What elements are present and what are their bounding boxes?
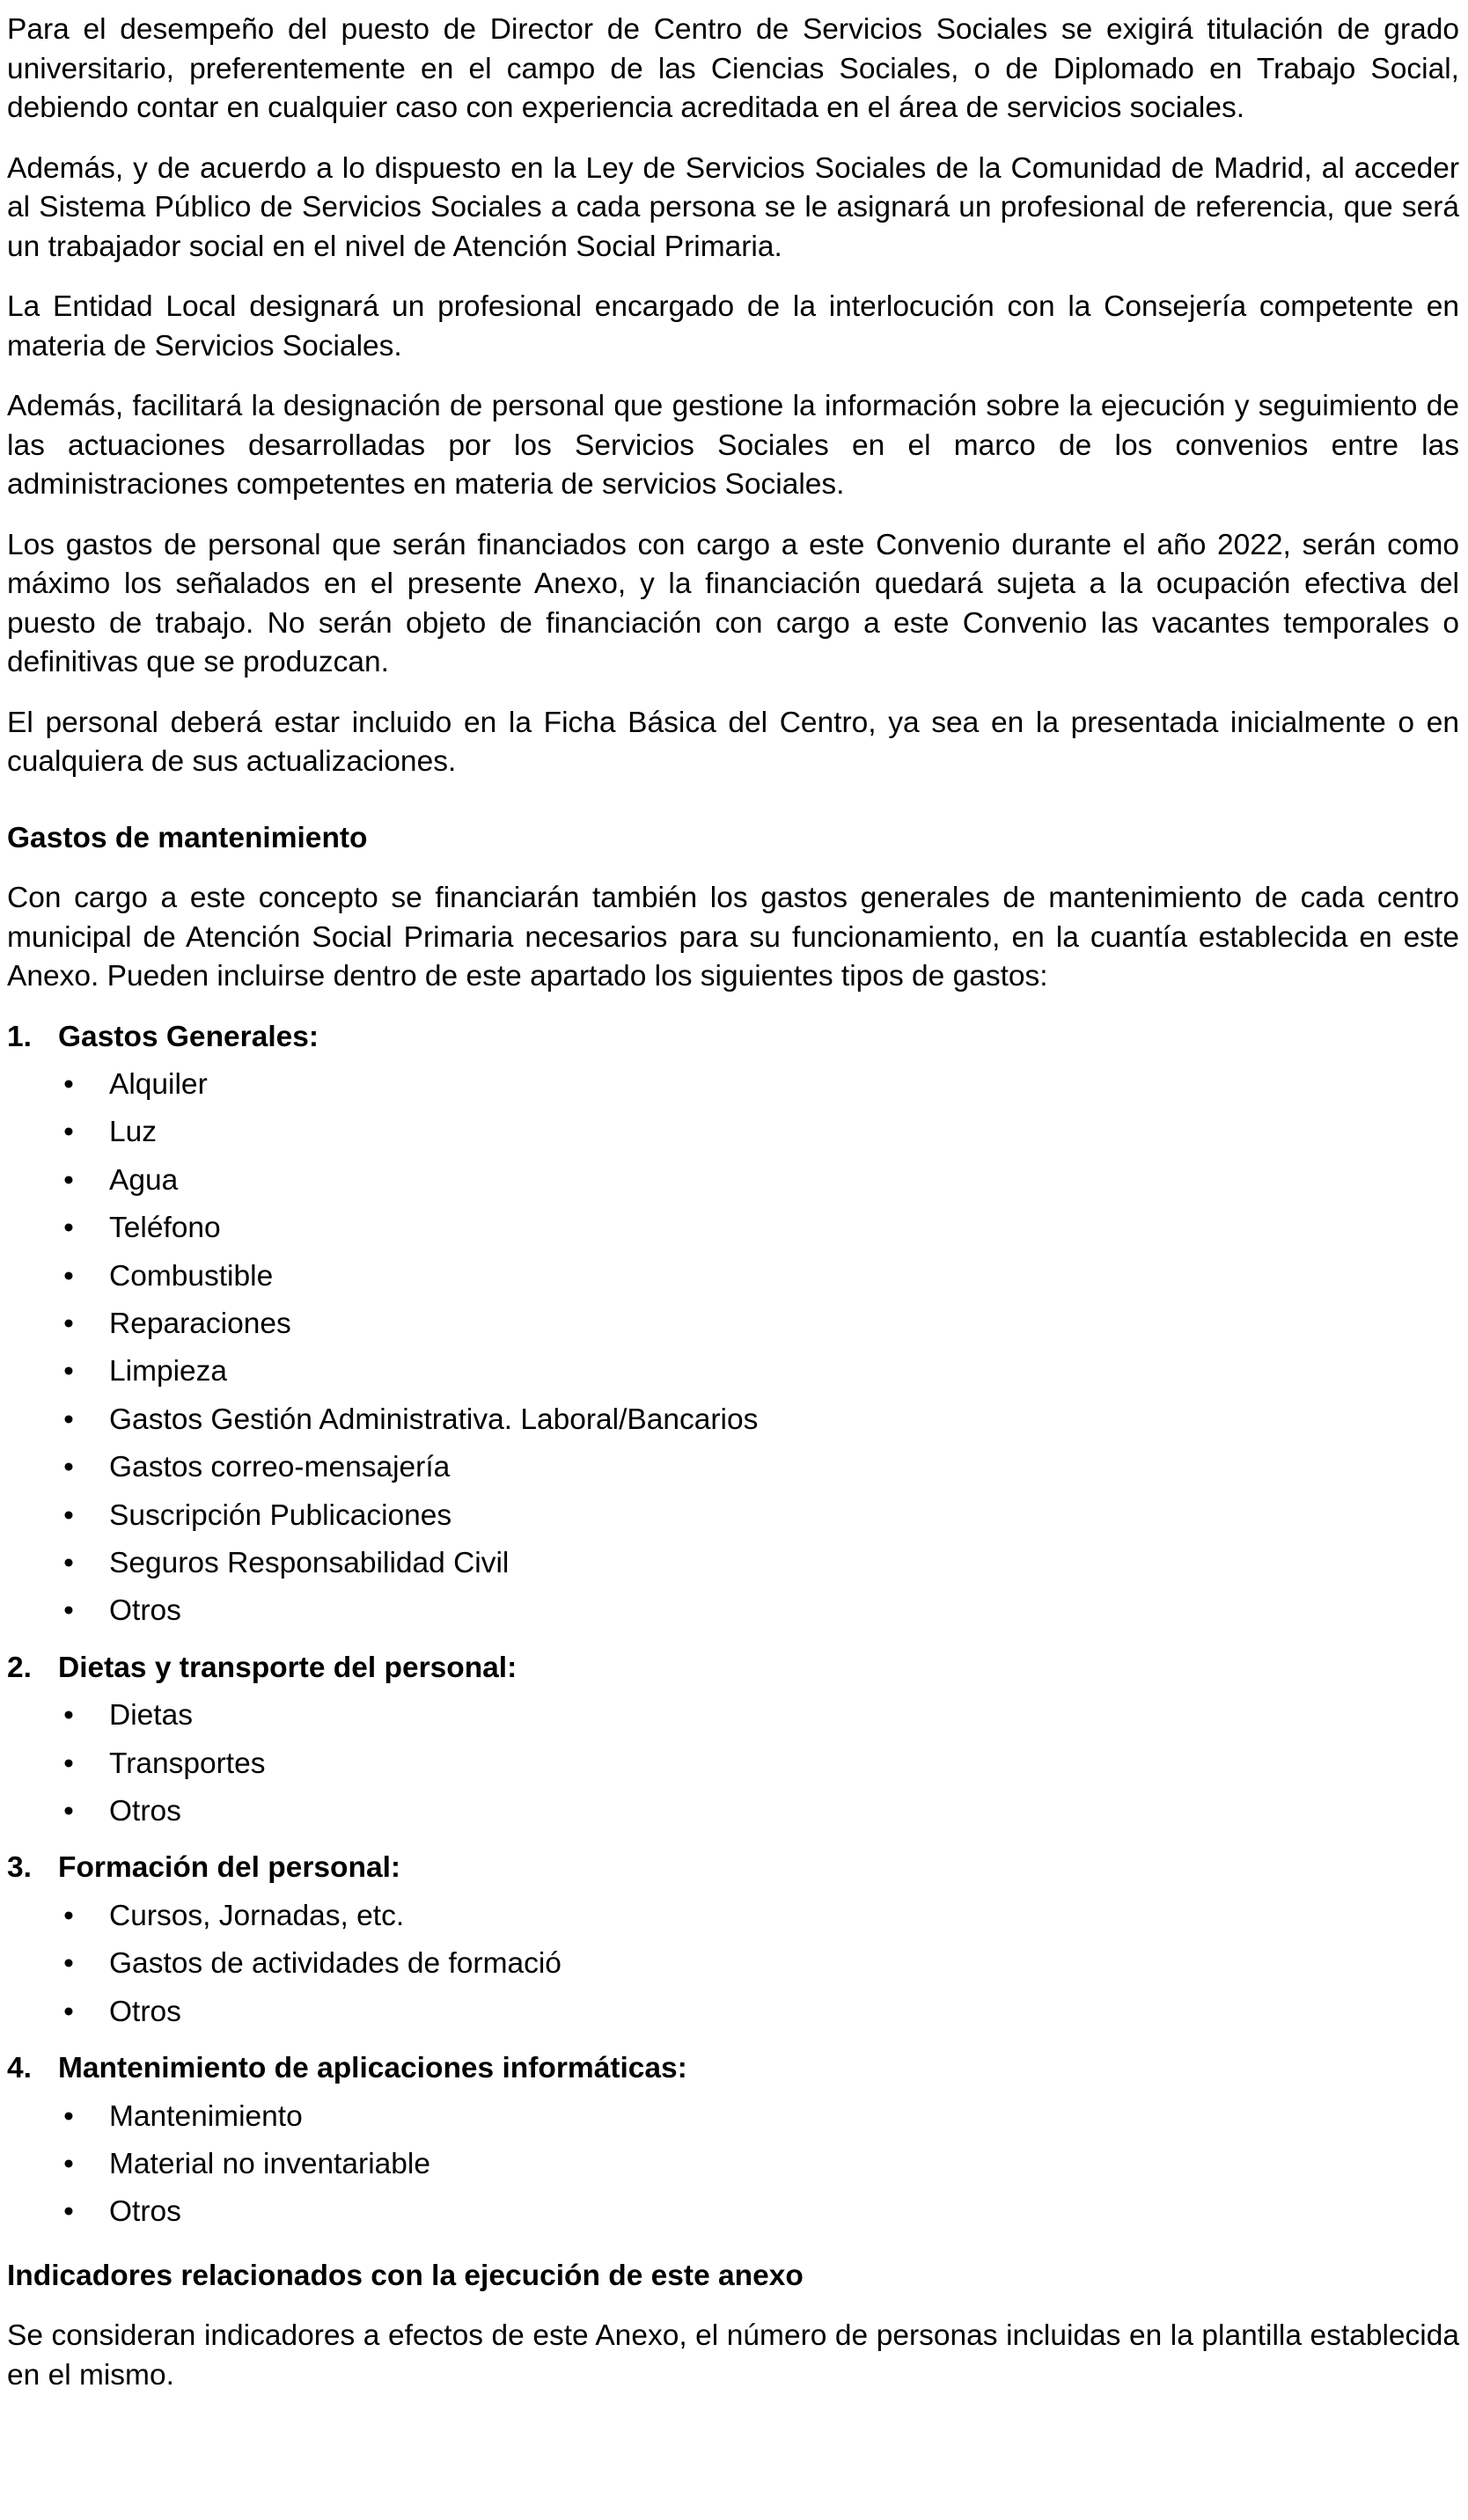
bullet-icon: • (63, 2099, 74, 2133)
expense-category-label: Formación del personal: (58, 1851, 401, 1885)
bullet-icon: • (63, 1116, 74, 1149)
bullet-icon: • (63, 1259, 74, 1293)
expense-items-list (7, 1696, 1459, 1840)
list-item (7, 1161, 1459, 1209)
bullet-icon: • (63, 1546, 74, 1579)
list-item (7, 2193, 1459, 2240)
paragraph-director-requirements: Para el desempeño del puesto de Director de Centro de Servicios Sociales se exigirá titulación de grado universitario, preferentemente en el campo de las Ciencias Sociales, o de Diplomado en Trabajo Social, debiendo contar en cualquier caso con experiencia acreditada en el área de servicios sociales. (7, 13, 1459, 124)
list-item-text: Reparaciones (109, 1307, 291, 1340)
bullet-icon: • (63, 2147, 74, 2180)
expense-items-list (7, 1066, 1459, 1640)
list-item (7, 1592, 1459, 1639)
bullet-icon: • (63, 1212, 74, 1245)
bullet-icon: • (63, 1498, 74, 1532)
paragraph-local-entity-contact: La Entidad Local designará un profesional encargado de la interlocución con la Consejería competente en materia de Servicios Sociales. (7, 290, 1459, 363)
list-item-text: Seguros Responsabilidad Civil (109, 1546, 510, 1579)
list-item (7, 2145, 1459, 2193)
list-item-text: Luz (109, 1116, 158, 1149)
list-item-text: Alquiler (109, 1068, 208, 1101)
list-item (7, 1448, 1459, 1496)
expense-category-number: 1. (7, 1020, 32, 1053)
expense-category-label: Mantenimiento de aplicaciones informáticas: (58, 2052, 687, 2085)
bullet-icon: • (63, 1163, 74, 1197)
expense-category-number: 3. (7, 1851, 32, 1885)
paragraph-indicators: Se consideran indicadores a efectos de este Anexo, el número de personas incluidas en la plantilla establecida en el mismo. (7, 2319, 1459, 2392)
expense-items-list (7, 1897, 1459, 2040)
heading-maintenance-costs: Gastos de mantenimiento (7, 821, 368, 854)
bullet-icon: • (63, 1794, 74, 1828)
bullet-icon: • (63, 1403, 74, 1436)
expense-category-label: Gastos Generales: (58, 1020, 319, 1053)
expense-category-title (7, 1018, 1459, 1058)
paragraph-basic-sheet: El personal deberá estar incluido en la Ficha Básica del Centro, ya sea en la presentada inicialmente o en cualquiera de sus actualizaciones. (7, 706, 1459, 778)
list-item-text: Otros (109, 1794, 181, 1828)
list-item-text: Agua (109, 1163, 179, 1197)
list-item-text: Dietas (109, 1699, 193, 1732)
expense-items-list (7, 2098, 1459, 2241)
bullet-icon: • (63, 1947, 74, 1981)
expense-category (7, 1018, 1459, 1640)
list-item-text: Otros (109, 2195, 181, 2229)
bullet-icon: • (63, 1451, 74, 1484)
bullet-icon: • (63, 1355, 74, 1388)
list-item-text: Limpieza (109, 1355, 228, 1388)
list-item-text: Otros (109, 1995, 181, 2028)
list-item (7, 1897, 1459, 1945)
list-item-text: Otros (109, 1594, 181, 1628)
list-item-text: Gastos correo-mensajería (109, 1451, 451, 1484)
list-item-text: Combustible (109, 1259, 274, 1293)
list-item (7, 1544, 1459, 1592)
list-item-text: Mantenimiento (109, 2099, 303, 2133)
list-item (7, 1066, 1459, 1113)
list-item (7, 1696, 1459, 1744)
list-item (7, 1792, 1459, 1840)
list-item-text: Material no inventariable (109, 2147, 430, 2180)
list-item (7, 1401, 1459, 1448)
expense-category-title (7, 1849, 1459, 1888)
expense-category-title (7, 1649, 1459, 1689)
list-item-text: Cursos, Jornadas, etc. (109, 1899, 405, 1932)
list-item (7, 2098, 1459, 2145)
list-item (7, 1305, 1459, 1352)
expense-category-label: Dietas y transporte del personal: (58, 1651, 517, 1684)
list-item (7, 1993, 1459, 2040)
bullet-icon: • (63, 1068, 74, 1101)
paragraph-maintenance-intro: Con cargo a este concepto se financiarán también los gastos generales de mantenimiento de cada centro municipal de Atención Social Primaria necesarios para su funcionamiento, en la cuantía establecida en este Anexo. Pueden incluirse dentro de este apartado los siguientes tipos de gastos: (7, 882, 1459, 993)
list-item-text: Gastos de actividades de formació (109, 1947, 562, 1981)
list-item-text: Suscripción Publicaciones (109, 1498, 452, 1532)
list-item-text: Teléfono (109, 1212, 221, 1245)
bullet-icon: • (63, 2195, 74, 2229)
expense-category (7, 1649, 1459, 1841)
list-item (7, 1257, 1459, 1305)
heading-indicators: Indicadores relacionados con la ejecución de este anexo (7, 2259, 804, 2292)
list-item (7, 1113, 1459, 1161)
list-item-text: Transportes (109, 1747, 266, 1780)
list-item (7, 1497, 1459, 1544)
bullet-icon: • (63, 1307, 74, 1340)
paragraph-reference-professional: Además, y de acuerdo a lo dispuesto en la Ley de Servicios Sociales de la Comunidad de Madrid, al acceder al Sistema Público de Servicios Sociales a cada persona se le asignará un profesional de referencia, que será un trabajador social en el nivel de Atención Social Primaria. (7, 151, 1459, 263)
bullet-icon: • (63, 1899, 74, 1932)
paragraph-personnel-costs: Los gastos de personal que serán financiados con cargo a este Convenio durante el año 2022, serán como máximo los señalados en el presente Anexo, y la financiación quedará sujeta a la ocupación efectiva del puesto de trabajo. No serán objeto de financiación con cargo a este Convenio las vacantes temporales o definitivas que se produzcan. (7, 528, 1459, 678)
list-item-text: Gastos Gestión Administrativa. Laboral/Bancarios (109, 1403, 759, 1436)
expense-category (7, 1849, 1459, 2040)
bullet-icon: • (63, 1995, 74, 2028)
bullet-icon: • (63, 1699, 74, 1732)
bullet-icon: • (63, 1594, 74, 1628)
expense-category-number: 4. (7, 2052, 32, 2085)
list-item (7, 1945, 1459, 1992)
list-item (7, 1745, 1459, 1792)
expense-categories-list (7, 1018, 1459, 2241)
bullet-icon: • (63, 1747, 74, 1780)
paragraph-information-staff: Además, facilitará la designación de personal que gestione la información sobre la ejecución y seguimiento de las actuaciones desarrolladas por los Servicios Sociales en el marco de los convenios entre las administraciones competentes en materia de servicios Sociales. (7, 390, 1459, 501)
list-item (7, 1352, 1459, 1400)
list-item (7, 1209, 1459, 1256)
expense-category (7, 2049, 1459, 2241)
expense-category-title (7, 2049, 1459, 2089)
expense-category-number: 2. (7, 1651, 32, 1684)
document-page (7, 11, 1459, 2416)
